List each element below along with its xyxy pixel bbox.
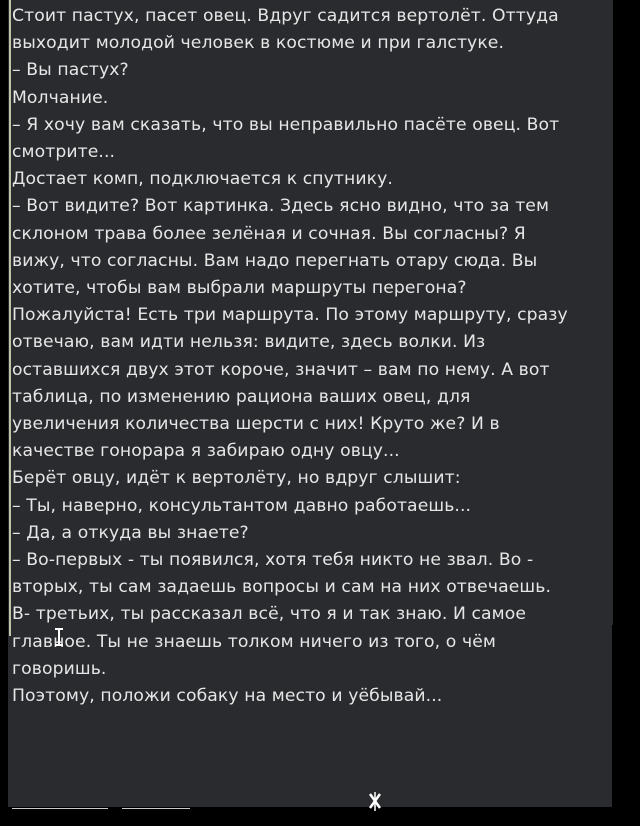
text-line: В- третьих, ты рассказал всё, что я и так знаю. И самое: [12, 604, 526, 625]
text-line: говоришь.: [12, 658, 107, 679]
text-line: качестве гонорара я забираю одну овцу...: [12, 441, 400, 462]
text-line: Берёт овцу, идёт к вертолёту, но вдруг слышит:: [12, 468, 461, 489]
text-line: таблица, по изменению рациона ваших овец, для: [12, 386, 471, 407]
text-line: – Во-первых - ты появился, хотя тебя никто не звал. Во -: [12, 550, 534, 571]
text-line: Пожалуйста! Есть три маршрута. По этому маршруту, сразу: [12, 305, 568, 326]
text-line: Достает комп, подключается к спутнику.: [12, 169, 393, 190]
text-line: отвечаю, вам идти нельзя: видите, здесь волки. Из: [12, 332, 486, 353]
text-line: – Ты, наверно, консультантом давно работаешь...: [12, 495, 472, 516]
joke-text-block: [12, 3, 608, 710]
text-line: вторых, ты сам задаешь вопросы и сам на них отвечаешь.: [12, 577, 552, 598]
selection-edge: [9, 0, 11, 636]
text-line: выходит молодой человек в костюме и при галстуке.: [12, 33, 505, 54]
text-line: Поэтому, положи собаку на место и уёбывай...: [12, 686, 443, 707]
text-line: вижу, что согласны. Вам надо перегнать отару сюда. Вы: [12, 250, 538, 271]
text-line: оставшихся двух этот короче, значит – вам по нему. А вот: [12, 359, 550, 380]
text-line: главное. Ты не знаешь толком ничего из того, о чём: [12, 631, 496, 652]
text-line: Стоит пастух, пасет овец. Вдруг садится вертолёт. Оттуда: [12, 6, 559, 26]
text-line: хотите, чтобы вам выбрали маршруты перегона?: [12, 278, 467, 299]
text-line: – Да, а откуда вы знаете?: [12, 522, 249, 543]
text-line: – Вот видите? Вот картинка. Здесь ясно видно, что за тем: [12, 196, 550, 217]
text-line: смотрите...: [12, 142, 116, 163]
text-line: увеличения количества шерсти с них! Круто же? И в: [12, 414, 500, 435]
censor-mark-icon: [367, 790, 383, 812]
spellcheck-underline: [122, 808, 190, 809]
text-line: склоном трава более зелёная и сочная. Вы согласны? Я: [12, 223, 526, 244]
spellcheck-underline: [12, 808, 108, 809]
text-cursor-icon: [54, 626, 64, 648]
text-line: – Я хочу вам сказать, что вы неправильно пасёте овец. Вот: [12, 114, 560, 135]
text-line: – Вы пастух?: [12, 60, 129, 81]
text-line: Молчание.: [12, 87, 109, 108]
